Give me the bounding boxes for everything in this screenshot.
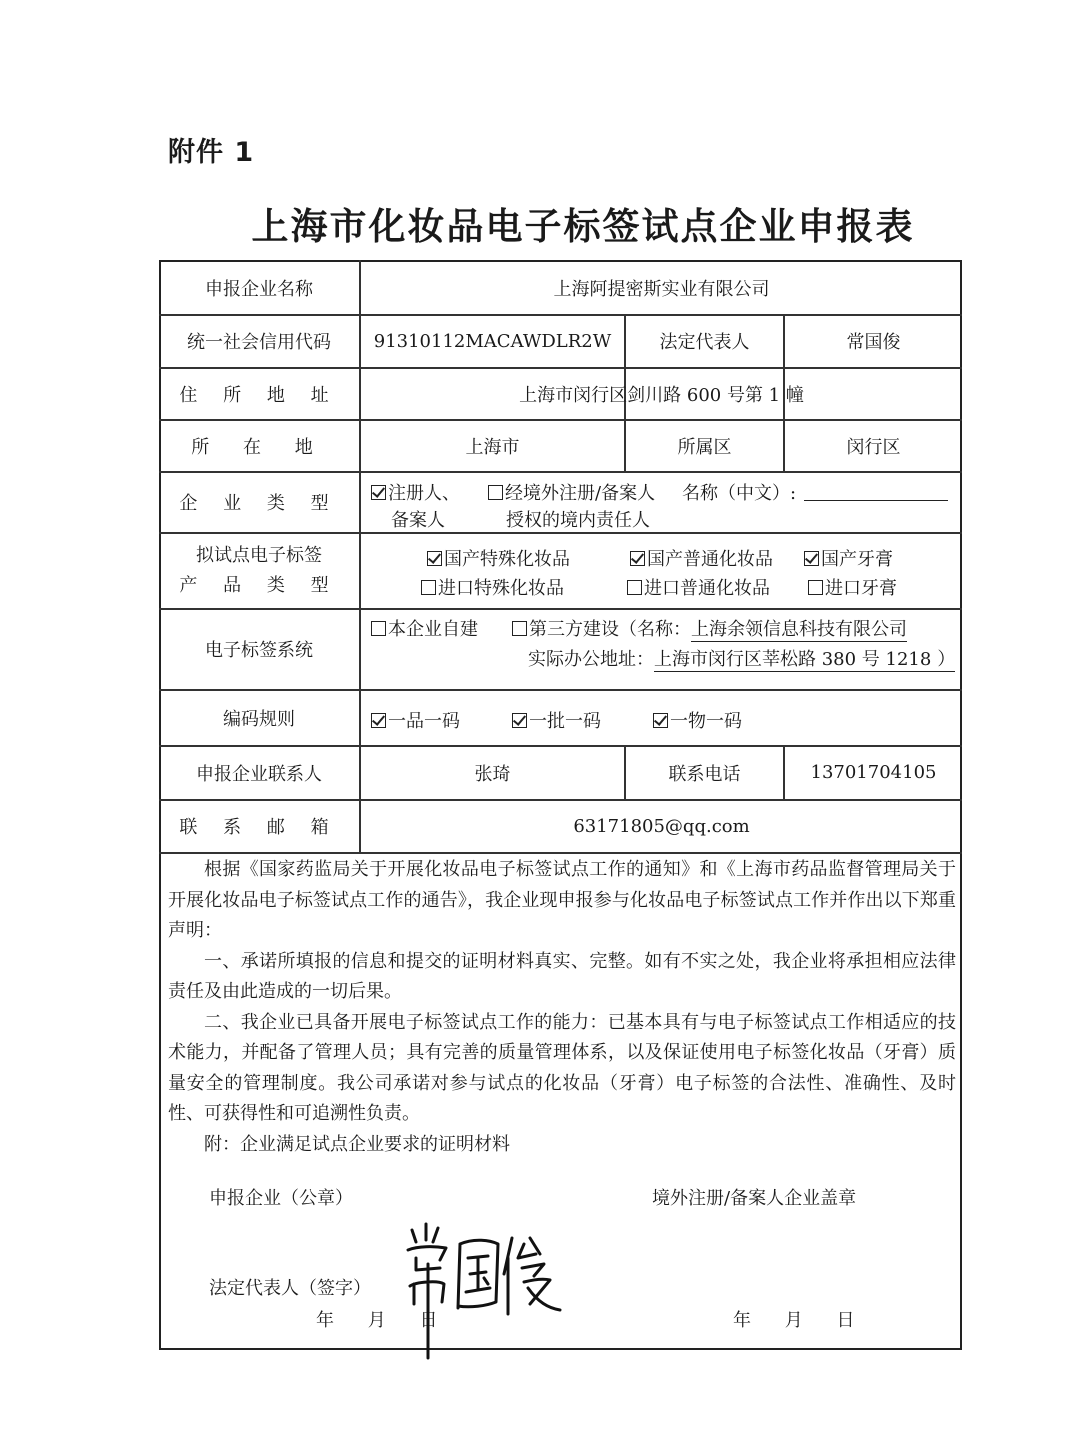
checkbox-empty-icon[interactable] xyxy=(421,580,436,595)
date-left: 年 月 日 xyxy=(316,1310,438,1331)
coding-one-per-batch[interactable] xyxy=(512,707,601,733)
checkbox-checked-icon[interactable] xyxy=(630,551,645,566)
declaration-paragraph: 根据《国家药监局关于开展化妆品电子标签试点工作的通知》和《上海市药品监督管理局关于开展化妆品电子标签试点工作的通告》，我企业现申报参与化妆品电子标签试点工作并作出以下郑重声明： xyxy=(168,859,956,941)
address-value: 上海市闵行区剑川路 600 号第 1 幢 xyxy=(519,384,804,406)
checkbox-checked-icon[interactable] xyxy=(371,713,386,728)
location-label xyxy=(159,420,359,471)
checkbox-checked-icon[interactable] xyxy=(512,713,527,728)
office-address-line xyxy=(528,645,955,671)
office-address-label: 实际办公地址： xyxy=(528,649,654,670)
checkbox-empty-icon[interactable] xyxy=(512,621,527,636)
type-overseas-text: 经境外注册/备案人 xyxy=(505,483,656,504)
attachment-note: 附：企业满足试点企业要求的证明材料 xyxy=(204,1133,510,1155)
office-address-value: 上海市闵行区莘松路 380 号 1218 xyxy=(654,649,932,670)
company-type-label-text: 企 业 类 型 xyxy=(179,493,339,514)
address-label xyxy=(159,368,359,419)
product-import-special[interactable] xyxy=(421,574,564,600)
checkbox-checked-icon[interactable] xyxy=(653,713,668,728)
company-name-label: 申报企业名称 xyxy=(205,279,313,300)
product-option-text: 进口牙膏 xyxy=(825,578,897,599)
row-divider xyxy=(159,852,962,854)
form-title: 上海市化妆品电子标签试点企业申报表 xyxy=(251,205,915,248)
email-label-text: 联 系 邮 箱 xyxy=(179,817,339,838)
checkbox-empty-icon[interactable] xyxy=(808,580,823,595)
product-domestic-toothpaste[interactable] xyxy=(804,545,893,571)
email-label xyxy=(159,800,359,852)
district-label: 所属区 xyxy=(677,436,732,458)
product-type-label-line2: 产 品 类 型 xyxy=(179,574,339,596)
product-domestic-special[interactable] xyxy=(427,545,570,571)
product-option-text: 进口普通化妆品 xyxy=(644,578,770,599)
checkbox-checked-icon[interactable] xyxy=(804,551,819,566)
contact-value: 张琦 xyxy=(474,763,511,785)
declaration-paragraph: 一、承诺所填报的信息和提交的证明材料真实、完整。如有不实之处，我企业将承担相应法律责任及由此造成的一切后果。 xyxy=(168,950,956,1002)
credit-code-value: 91310112MACAWDLR2W xyxy=(373,330,612,352)
product-import-toothpaste[interactable] xyxy=(808,574,897,600)
email-value: 63171805@qq.com xyxy=(573,815,750,837)
product-import-general[interactable] xyxy=(627,574,770,600)
product-option-text: 国产普通化妆品 xyxy=(647,549,773,570)
office-address-close: ） xyxy=(931,649,955,672)
company-type-label xyxy=(159,472,359,532)
coding-one-per-product[interactable] xyxy=(371,707,460,733)
legal-rep-label: 法定代表人 xyxy=(659,332,750,353)
location-value: 上海市 xyxy=(465,436,520,458)
checkbox-empty-icon[interactable] xyxy=(371,621,386,636)
system-third-party-text: 第三方建设（名称： xyxy=(529,619,691,640)
type-registrant-text: 注册人、 xyxy=(388,483,460,504)
name-chinese-label: 名称（中文）: xyxy=(682,483,797,504)
system-self-built-option[interactable] xyxy=(371,615,478,641)
location-label-text: 所 在 地 xyxy=(191,436,327,458)
type-overseas-line2: 授权的境内责任人 xyxy=(506,510,650,531)
checkbox-checked-icon[interactable] xyxy=(427,551,442,566)
coding-option-text: 一品一码 xyxy=(388,711,460,732)
district-value: 闵行区 xyxy=(846,436,901,458)
system-self-built-text: 本企业自建 xyxy=(388,619,478,640)
checkbox-checked-icon[interactable] xyxy=(371,485,386,500)
product-option-text: 进口特殊化妆品 xyxy=(438,578,564,599)
product-type-label-line1: 拟试点电子标签 xyxy=(196,544,322,566)
system-third-party-option[interactable] xyxy=(512,615,907,641)
label-system-label: 电子标签系统 xyxy=(205,640,313,661)
phone-value: 13701704105 xyxy=(810,762,937,783)
type-registrant-line2: 备案人 xyxy=(391,510,445,531)
name-chinese-blank[interactable] xyxy=(804,482,948,501)
type-overseas-option[interactable] xyxy=(488,479,655,505)
declaration-text xyxy=(168,855,956,1160)
coding-option-text: 一批一码 xyxy=(529,711,601,732)
legal-rep-value: 常国俊 xyxy=(846,332,901,353)
coding-option-text: 一物一码 xyxy=(670,711,742,732)
checkbox-empty-icon[interactable] xyxy=(627,580,642,595)
coding-one-per-item[interactable] xyxy=(653,707,742,733)
third-party-name: 上海余领信息科技有限公司 xyxy=(691,619,907,640)
product-option-text: 国产特殊化妆品 xyxy=(444,549,570,570)
credit-code-label: 统一社会信用代码 xyxy=(187,332,331,353)
overseas-seal-label: 境外注册/备案人企业盖章 xyxy=(652,1188,857,1209)
product-option-text: 国产牙膏 xyxy=(821,549,893,570)
name-chinese-field[interactable] xyxy=(682,479,948,505)
declaration-paragraph: 二、我企业已具备开展电子标签试点工作的能力：已基本具有与电子标签试点工作相适应的技术能力，并配备了管理人员；具有完善的质量管理体系，以及保证使用电子标签化妆品（牙膏）质量安全的管理制度。我公司承诺对参与试点的化妆品（牙膏）电子标签的合法性、准确性、及时性、可获得性和可追溯性负责。 xyxy=(168,1011,956,1124)
contact-label: 申报企业联系人 xyxy=(196,763,322,785)
company-seal-label: 申报企业（公章） xyxy=(209,1188,353,1209)
coding-rule-label: 编码规则 xyxy=(223,708,295,730)
company-name-value: 上海阿提密斯实业有限公司 xyxy=(553,279,770,300)
checkbox-empty-icon[interactable] xyxy=(488,485,503,500)
handwritten-signature xyxy=(400,1218,565,1363)
product-type-label xyxy=(159,533,359,608)
date-right: 年 月 日 xyxy=(733,1310,855,1331)
address-label-text: 住 所 地 址 xyxy=(179,384,339,406)
legal-rep-signature-label: 法定代表人（签字） xyxy=(209,1278,371,1299)
type-registrant-option[interactable] xyxy=(371,479,460,505)
product-domestic-general[interactable] xyxy=(630,545,773,571)
phone-label: 联系电话 xyxy=(668,763,741,785)
attachment-label: 附件 1 xyxy=(168,137,255,168)
